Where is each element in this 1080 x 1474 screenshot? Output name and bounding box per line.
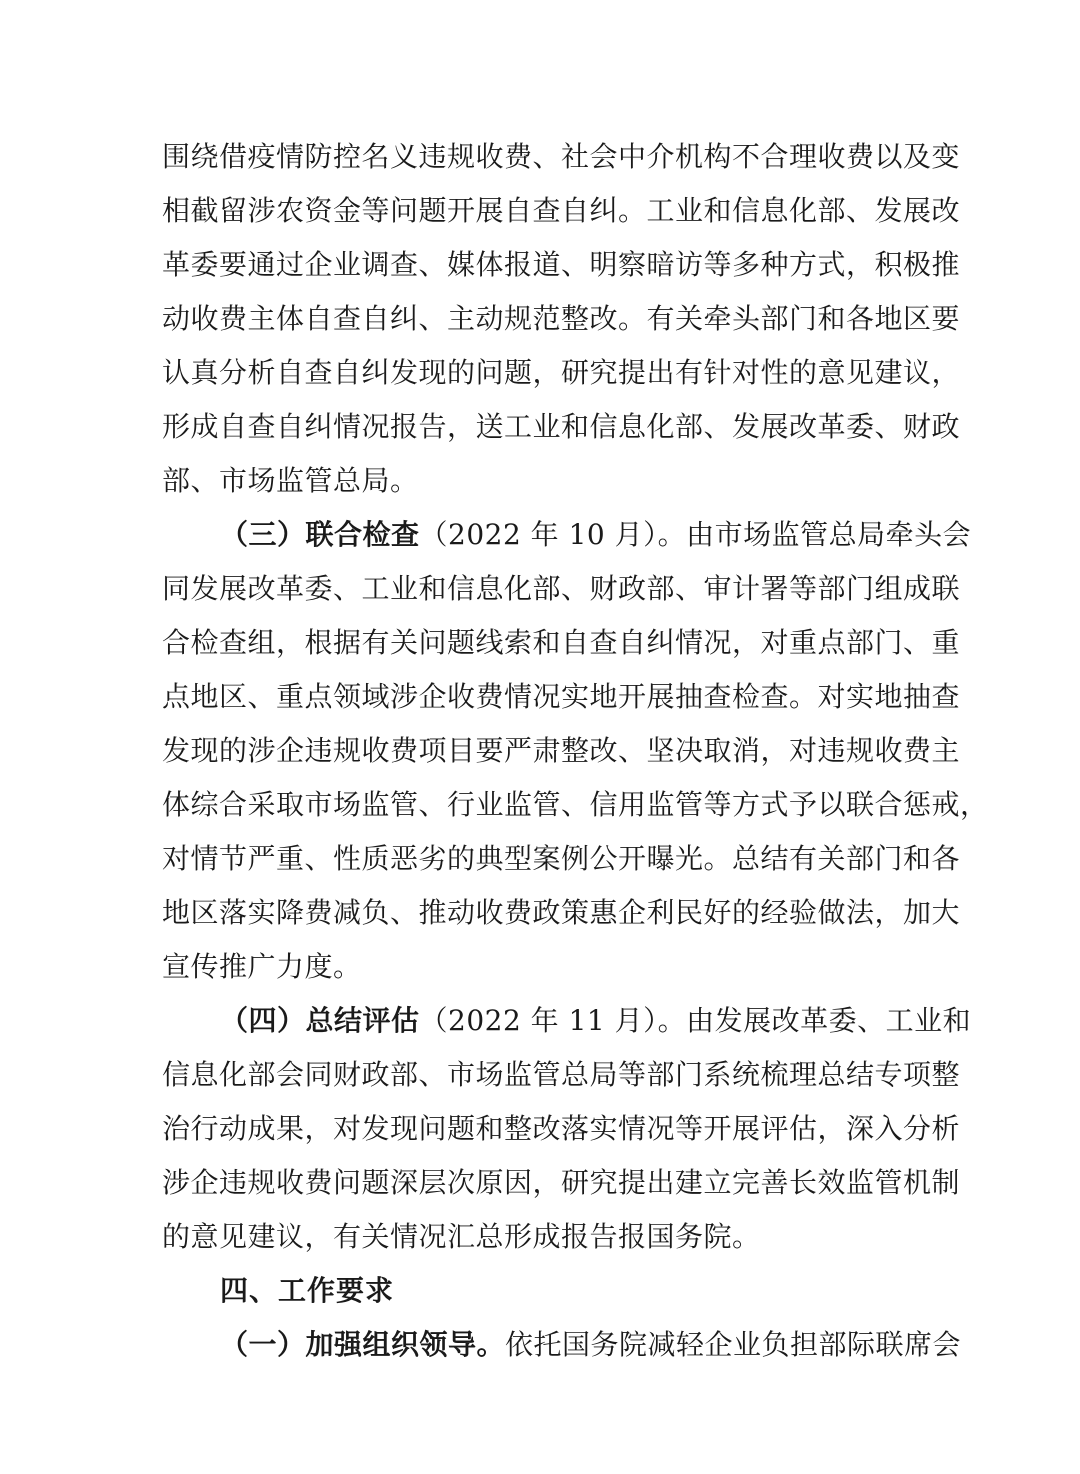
text-line: 形成自查自纠情况报告，送工业和信息化部、发展改革委、财政 <box>162 410 961 443</box>
paragraph-self-inspection <box>162 130 961 508</box>
text-line: 认真分析自查自纠发现的问题，研究提出有针对性的意见建议， <box>162 356 961 389</box>
text-line: 对情节严重、性质恶劣的典型案例公开曝光。总结有关部门和各 <box>162 842 961 875</box>
item-text: 依托国务院减轻企业负担部际联席会 <box>505 1328 962 1361</box>
paragraph-joint-inspection <box>162 508 989 994</box>
document-body <box>162 130 989 1372</box>
text-line: 体综合采取市场监管、行业监管、信用监管等方式予以联合惩戒， <box>162 788 989 821</box>
text-line: 围绕借疫情防控名义违规收费、社会中介机构不合理收费以及变 <box>162 140 961 173</box>
text-line: 动收费主体自查自纠、主动规范整改。有关牵头部门和各地区要 <box>162 302 961 335</box>
text-line: 部、市场监管总局。 <box>162 464 419 497</box>
section-heading: 四、工作要求 <box>220 1274 395 1307</box>
text-line: 信息化部会同财政部、市场监管总局等部门系统梳理总结专项整 <box>162 1058 961 1091</box>
text-line: 合检查组，根据有关问题线索和自查自纠情况，对重点部门、重 <box>162 626 961 659</box>
text-line: 涉企违规收费问题深层次原因，研究提出建立完善长效监管机制 <box>162 1166 961 1199</box>
text-line: 的意见建议，有关情况汇总形成报告报国务院。 <box>162 1220 761 1253</box>
text-line: 同发展改革委、工业和信息化部、财政部、审计署等部门组成联 <box>162 572 961 605</box>
item-heading: （四）总结评估 <box>220 1004 420 1037</box>
text-line: 宣传推广力度。 <box>162 950 362 983</box>
paragraph-summary-evaluation <box>162 994 972 1264</box>
paragraph-organization-leadership <box>162 1318 962 1372</box>
text-line: 点地区、重点领域涉企收费情况实地开展抽查检查。对实地抽查 <box>162 680 961 713</box>
text-line <box>162 1318 962 1372</box>
text-line <box>162 994 972 1048</box>
text-line: 治行动成果，对发现问题和整改落实情况等开展评估，深入分析 <box>162 1112 961 1145</box>
item-heading: （一）加强组织领导。 <box>220 1328 506 1361</box>
text-line: 革委要通过企业调查、媒体报道、明察暗访等多种方式，积极推 <box>162 248 961 281</box>
text-line: 地区落实降费减负、推动收费政策惠企利民好的经验做法，加大 <box>162 896 961 929</box>
item-text: （2022 年 10 月）。由市场监管总局牵头会 <box>419 518 972 551</box>
text-line: 发现的涉企违规收费项目要严肃整改、坚决取消，对违规收费主 <box>162 734 961 767</box>
text-line: 相截留涉农资金等问题开展自查自纠。工业和信息化部、发展改 <box>162 194 961 227</box>
item-text: （2022 年 11 月）。由发展改革委、工业和 <box>419 1004 972 1037</box>
text-line <box>162 508 972 562</box>
item-heading: （三）联合检查 <box>220 518 420 551</box>
